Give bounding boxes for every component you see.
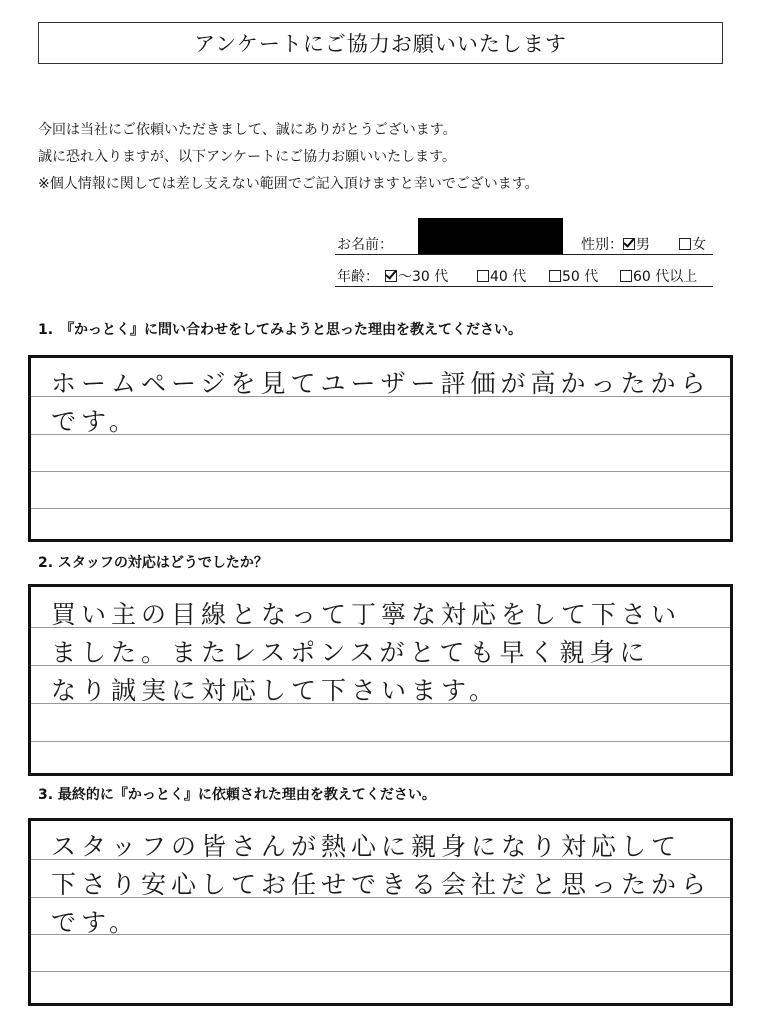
intro-line: ※個人情報に関しては差し支えない範囲でご記入頂けますと幸いでございます。 <box>38 176 539 192</box>
intro-line: 今回は当社にご依頼いただきまして、誠にありがとうございます。 <box>38 122 457 138</box>
checkbox-checked-icon[interactable] <box>385 270 397 282</box>
checkbox-checked-icon[interactable] <box>623 238 635 250</box>
ruled-line <box>31 508 730 509</box>
answer-text-line: です。 <box>51 407 140 436</box>
answer-text-line: 下さり安心してお任せできる会社だと思ったから <box>51 870 712 899</box>
name-label: お名前： <box>337 237 393 253</box>
ruled-line <box>31 471 730 472</box>
checkbox-icon[interactable] <box>620 270 632 282</box>
question-3-label: 3. 最終的に『かっとく』に依頼された理由を教えてください。 <box>38 787 436 803</box>
gender-option-label: 女 <box>692 237 706 253</box>
answer-text-line: なり誠実に対応して下さいます。 <box>51 676 500 705</box>
age-option-label: 40 代 <box>490 269 527 285</box>
ruled-line <box>31 741 730 742</box>
respondent-info <box>335 232 713 296</box>
answer-text-line: 買い主の目線となって丁寧な対応をして下さい <box>51 600 682 629</box>
gender-label: 性別： <box>581 237 623 253</box>
ruled-line <box>31 971 730 972</box>
answer-text-line: です。 <box>51 908 140 937</box>
answer-box-1[interactable] <box>28 355 733 542</box>
age-row <box>335 264 713 287</box>
answer-text-line: スタッフの皆さんが熱心に親身になり対応して <box>51 832 682 861</box>
form-title: アンケートにご協力お願いいたします <box>38 22 723 64</box>
question-2-label: 2. スタッフの対応はどうでしたか？ <box>38 555 268 571</box>
gender-option-male[interactable] <box>623 234 650 254</box>
gender-option-label: 男 <box>636 237 650 253</box>
checkbox-icon[interactable] <box>679 238 691 250</box>
name-gender-row <box>335 232 713 255</box>
age-option-label: ～30 代 <box>398 269 449 285</box>
age-label: 年齢： <box>337 269 379 285</box>
redacted-name <box>418 218 563 254</box>
answer-box-3[interactable] <box>28 818 733 1006</box>
checkbox-icon[interactable] <box>477 270 489 282</box>
age-option-60s-plus[interactable] <box>620 266 697 286</box>
age-option-under30[interactable] <box>385 266 448 286</box>
checkbox-icon[interactable] <box>549 270 561 282</box>
intro-text <box>38 117 539 198</box>
age-option-40s[interactable] <box>477 266 526 286</box>
gender-option-female[interactable] <box>679 234 706 254</box>
age-option-50s[interactable] <box>549 266 598 286</box>
question-1-label: 1. 『かっとく』に問い合わせをしてみようと思った理由を教えてください。 <box>38 322 523 338</box>
intro-line: 誠に恐れ入りますが、以下アンケートにご協力お願いいたします。 <box>38 149 457 165</box>
age-option-label: 60 代以上 <box>633 269 698 285</box>
age-option-label: 50 代 <box>562 269 599 285</box>
answer-text-line: ました。またレスポンスがとても早く親身に <box>51 638 650 667</box>
answer-text-line: ホームページを見てユーザー評価が高かったから <box>51 369 711 398</box>
answer-box-2[interactable] <box>28 584 733 776</box>
